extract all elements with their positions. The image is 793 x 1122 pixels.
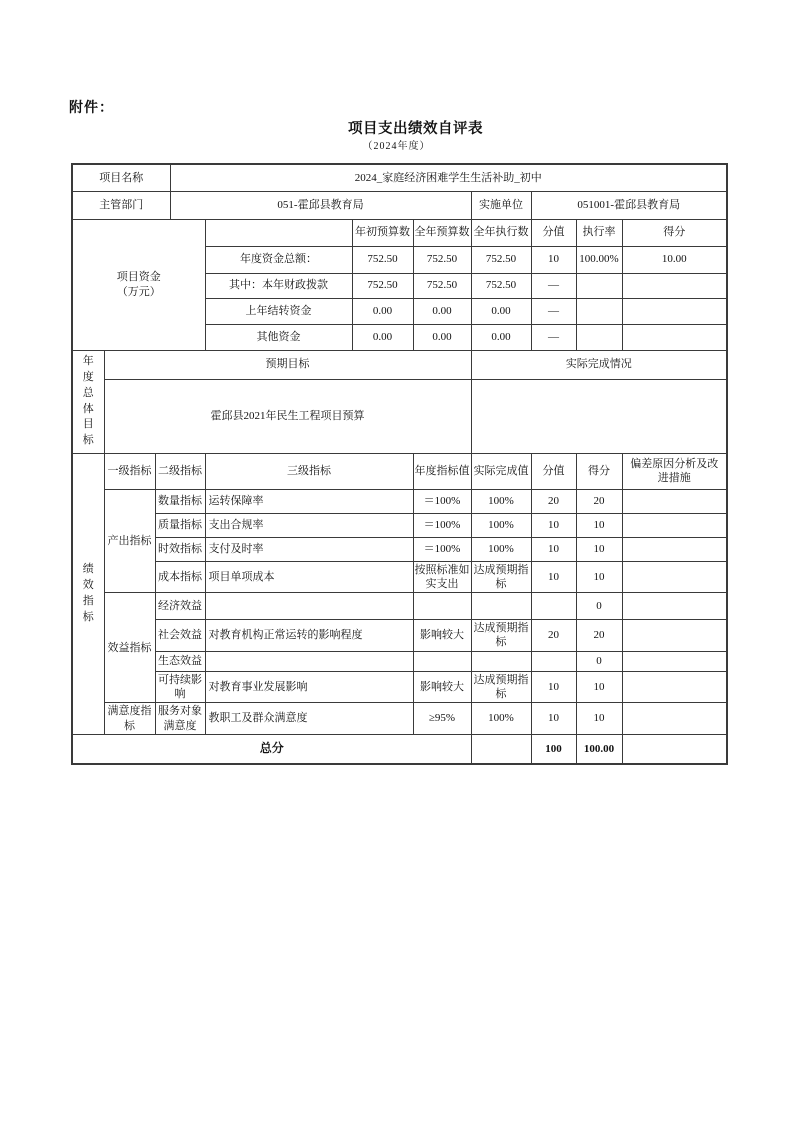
annual-target-cell: ＝100% [413, 537, 471, 561]
level3-cell: 运转保障率 [205, 489, 413, 513]
score-weight-cell: 20 [531, 489, 576, 513]
indicator-row [72, 561, 727, 593]
page-subtitle: （2024年度） [362, 141, 431, 152]
implement-unit-label-cell: 实施单位 [471, 191, 531, 219]
actual-value-cell [471, 593, 531, 620]
project-name-row [72, 164, 727, 191]
score-weight-cell: 10 [531, 561, 576, 593]
level3-cell: 支出合规率 [205, 513, 413, 537]
level3-cell: 对教育机构正常运转的影响程度 [205, 620, 413, 652]
header-level2: 二级指标 [155, 453, 205, 489]
funding-annual-budget: 752.50 [413, 246, 471, 273]
funding-initial-budget: 0.00 [352, 298, 413, 324]
header-score: 得分 [576, 453, 622, 489]
funding-initial-budget: 0.00 [352, 324, 413, 350]
deviation-cell [622, 593, 727, 620]
department-value-cell: 051-霍邱县教育局 [170, 191, 471, 219]
funding-header-execution-rate: 执行率 [576, 219, 622, 246]
score-cell: 10 [576, 561, 622, 593]
funding-header-score-weight: 分值 [531, 219, 576, 246]
score-weight-cell: 10 [531, 671, 576, 703]
score-cell: 0 [576, 593, 622, 620]
funding-header-annual-executed: 全年执行数 [471, 219, 531, 246]
deviation-cell [622, 561, 727, 593]
level3-cell [205, 593, 413, 620]
deviation-cell [622, 671, 727, 703]
funding-initial-budget: 752.50 [352, 273, 413, 298]
header-level1: 一级指标 [104, 453, 155, 489]
funding-initial-budget: 752.50 [352, 246, 413, 273]
deviation-cell [622, 513, 727, 537]
annual-target-cell: ＝100% [413, 489, 471, 513]
funding-row-label: 其他资金 [205, 324, 352, 350]
actual-value-cell: 达成预期指标 [471, 671, 531, 703]
total-deviation-cell [622, 734, 727, 764]
level2-cell: 经济效益 [155, 593, 205, 620]
funding-header-annual-budget: 全年预算数 [413, 219, 471, 246]
funding-execution-rate: 100.00% [576, 246, 622, 273]
deviation-cell [622, 620, 727, 652]
funding-score-weight: — [531, 273, 576, 298]
level1-cell-benefit: 效益指标 [104, 593, 155, 703]
score-cell: 20 [576, 489, 622, 513]
score-weight-cell: 10 [531, 703, 576, 735]
annual-target-cell: 按照标准如实支出 [413, 561, 471, 593]
page-title: 项目支出绩效自评表 [348, 121, 483, 137]
funding-execution-rate [576, 324, 622, 350]
annual-target-cell: 影响较大 [413, 620, 471, 652]
score-cell: 10 [576, 513, 622, 537]
actual-value-cell: 100% [471, 513, 531, 537]
actual-value-cell: 100% [471, 537, 531, 561]
level3-cell: 支付及时率 [205, 537, 413, 561]
funding-annual-executed: 0.00 [471, 324, 531, 350]
score-cell: 10 [576, 537, 622, 561]
header-score-weight: 分值 [531, 453, 576, 489]
project-name-label-cell: 项目名称 [72, 164, 170, 191]
actual-value-cell [471, 651, 531, 671]
funding-execution-rate [576, 298, 622, 324]
project-name-value-cell: 2024_家庭经济困难学生生活补助_初中 [170, 164, 727, 191]
header-level3: 三级指标 [205, 453, 413, 489]
annual-goal-header-row [72, 350, 727, 379]
indicator-row [72, 671, 727, 703]
funding-score-weight: — [531, 298, 576, 324]
funding-score [622, 324, 727, 350]
indicator-row [72, 703, 727, 735]
funding-header-initial-budget: 年初预算数 [352, 219, 413, 246]
annual-goal-content-row [72, 379, 727, 453]
score-weight-cell: 10 [531, 537, 576, 561]
level3-cell: 教职工及群众满意度 [205, 703, 413, 735]
funding-annual-executed: 752.50 [471, 246, 531, 273]
funding-row-label: 年度资金总额： [205, 246, 352, 273]
funding-header-score: 得分 [622, 219, 727, 246]
score-weight-cell [531, 651, 576, 671]
score-weight-cell [531, 593, 576, 620]
annual-goal-section-label-cell [72, 350, 104, 453]
expected-goal-header-cell: 预期目标 [104, 350, 471, 379]
self-evaluation-table [71, 163, 728, 765]
implement-unit-value-cell: 051001-霍邱县教育局 [531, 191, 727, 219]
level2-cell: 成本指标 [155, 561, 205, 593]
indicator-row [72, 489, 727, 513]
actual-value-cell: 达成预期指标 [471, 620, 531, 652]
annual-target-cell: 影响较大 [413, 671, 471, 703]
indicator-row [72, 620, 727, 652]
funding-annual-executed: 752.50 [471, 273, 531, 298]
funding-blank-header-cell [205, 219, 352, 246]
score-cell: 10 [576, 703, 622, 735]
level1-cell-output: 产出指标 [104, 489, 155, 593]
level2-cell: 数量指标 [155, 489, 205, 513]
actual-completion-content-cell [471, 379, 727, 453]
funding-execution-rate [576, 273, 622, 298]
total-blank-cell [471, 734, 531, 764]
level3-cell [205, 651, 413, 671]
annual-target-cell [413, 651, 471, 671]
deviation-cell [622, 537, 727, 561]
total-label-cell: 总分 [72, 734, 471, 764]
funding-annual-budget: 0.00 [413, 298, 471, 324]
funding-annual-executed: 0.00 [471, 298, 531, 324]
actual-value-cell: 100% [471, 703, 531, 735]
level2-cell: 社会效益 [155, 620, 205, 652]
score-cell: 0 [576, 651, 622, 671]
department-row [72, 191, 727, 219]
funding-row-label: 上年结转资金 [205, 298, 352, 324]
funding-score-weight: — [531, 324, 576, 350]
funding-score [622, 298, 727, 324]
funding-section-label: 项目资金（万元） [116, 271, 161, 298]
deviation-cell [622, 489, 727, 513]
header-annual-target: 年度指标值 [413, 453, 471, 489]
level2-cell: 服务对象满意度 [155, 703, 205, 735]
annual-target-cell [413, 593, 471, 620]
level2-cell: 质量指标 [155, 513, 205, 537]
level2-cell: 时效指标 [155, 537, 205, 561]
indicator-row [72, 593, 727, 620]
funding-header-row [72, 219, 727, 246]
level3-cell: 项目单项成本 [205, 561, 413, 593]
funding-score [622, 273, 727, 298]
score-cell: 20 [576, 620, 622, 652]
total-row [72, 734, 727, 764]
level2-cell: 生态效益 [155, 651, 205, 671]
deviation-cell [622, 703, 727, 735]
funding-row-label: 其中：本年财政拨款 [205, 273, 352, 298]
indicators-section-label: 绩 效 指 标 [82, 562, 94, 623]
deviation-cell [622, 651, 727, 671]
funding-annual-budget: 752.50 [413, 273, 471, 298]
indicators-header-row [72, 453, 727, 489]
actual-completion-header-cell: 实际完成情况 [471, 350, 727, 379]
annual-goal-section-label: 年 度 总 体 目 标 [82, 354, 94, 447]
department-label-cell: 主管部门 [72, 191, 170, 219]
total-score-cell: 100.00 [576, 734, 622, 764]
indicators-section-label-cell [72, 453, 104, 734]
header-actual-value: 实际完成值 [471, 453, 531, 489]
expected-goal-content-cell: 霍邱县2021年民生工程项目预算 [104, 379, 471, 453]
funding-section-label-cell [72, 219, 205, 350]
funding-score: 10.00 [622, 246, 727, 273]
level3-cell: 对教育事业发展影响 [205, 671, 413, 703]
level2-cell: 可持续影响 [155, 671, 205, 703]
score-weight-cell: 20 [531, 620, 576, 652]
header-deviation: 偏差原因分析及改进措施 [622, 453, 727, 489]
score-weight-cell: 10 [531, 513, 576, 537]
actual-value-cell: 达成预期指标 [471, 561, 531, 593]
funding-annual-budget: 0.00 [413, 324, 471, 350]
annual-target-cell: ＝100% [413, 513, 471, 537]
attachment-label: 附件： [69, 101, 114, 116]
score-cell: 10 [576, 671, 622, 703]
total-score-weight-cell: 100 [531, 734, 576, 764]
level1-cell-satisfaction: 满意度指标 [104, 703, 155, 735]
indicator-row [72, 537, 727, 561]
annual-target-cell: ≥95% [413, 703, 471, 735]
actual-value-cell: 100% [471, 489, 531, 513]
indicator-row [72, 513, 727, 537]
funding-score-weight: 10 [531, 246, 576, 273]
indicator-row [72, 651, 727, 671]
